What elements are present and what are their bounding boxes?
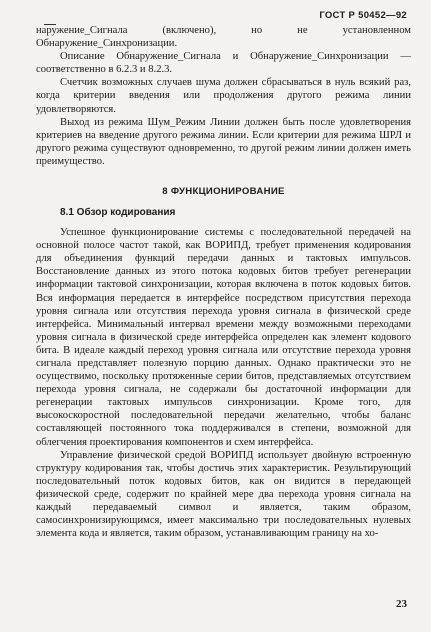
paragraph: наружение_Сигнала (включено), но не установленном Обнаружение_Синхронизации. (36, 25, 411, 50)
section-title: 8 ФУНКЦИОНИРОВАНИЕ (162, 186, 285, 198)
paragraph: Счетчик возможных случаев шума должен сбрасываться в нуль всякий раз, когда критерии введения или продолжения другого режима линии удовлетворяются. (36, 77, 411, 115)
main-text-block (36, 226, 411, 540)
paragraph: Успешное функционирование системы с последовательной передачей на основной полосе частот такой, как ВОРИПД, требует применения кодирования для объединения функций передачи данных и тактовых импульсов. Восстановление данных из этого потока кодовых битов требует регенерации информации тактовой синхронизации, которая включена в поток кодовых битов. Вся информация передается в интерфейсе посредством присутствия перехода уровня сигнала или отсутствия перехода уровня сигнала в физической среде интерфейса. Минимальный интервал времени между возможными переходами уровня сигнала в физической среде интерфейса определен как элемент кодового бита. В идеале каждый переход уровня сигнала или отсутствие перехода уровня сигнала представляет полезную порцию данных. Однако практически это не осуществимо, поскольку протяженные серии битов, представляемых отсутствием перехода уровня сигнала, не содержали бы достаточной информации для регенерации тактовых импульсов синхронизации. Кроме того, для высокоскоростной последовательной передачи желательно, чтобы баланс составляющей постоянного тока поддерживался в степени, возможной для облегчения проектирования компонентов и схем интерфейса. (36, 227, 411, 448)
header-dash (44, 24, 56, 25)
standard-header: ГОСТ Р 50452—92 (319, 10, 407, 21)
top-text-block (36, 24, 411, 168)
subsection-title: 8.1 Обзор кодирования (60, 207, 176, 219)
paragraph: Управление физической средой ВОРИПД использует двойную встроенную структуру кодирования так, чтобы достичь этих характеристик. Результирующий последовательный поток кодовых битов, как он видится в передающей физической среде, содержит по крайней мере два перехода уровня сигнала на каждый передаваемый символ и является, таким образом, самосинхронизирующимся, имеет максимально три последовательных нулевых элемента кода и является, таким образом, устанавливающим границу на хо- (36, 449, 411, 540)
paragraph: Выход из режима Шум_Режим Линии должен быть после удовлетворения критериев на введение другого режима линии. Если критерии для режима ШРЛ и другого режима существуют одновременно, то другой режим линии должен иметь преимущество. (36, 116, 411, 167)
paragraph: Описание Обнаружение_Сигнала и Обнаружение_Синхронизации — соответственно в 6.2.3 и 8.2.3. (36, 51, 411, 76)
page-number: 23 (396, 598, 407, 610)
